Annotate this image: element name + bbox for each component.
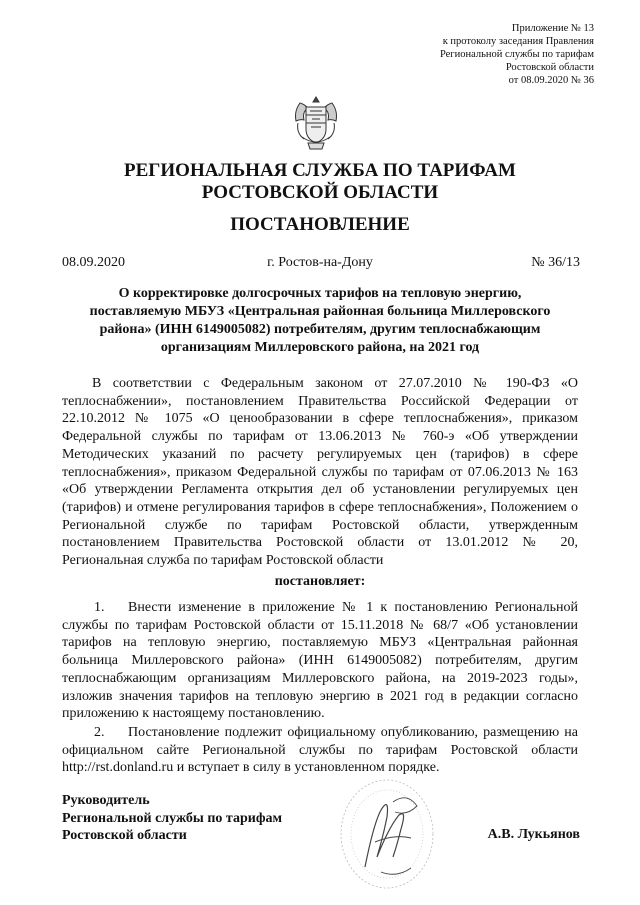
subject-line: района» (ИНН 6149005082) потребителям, другим теплоснабжающим <box>99 322 541 337</box>
document-type: ПОСТАНОВЛЕНИЕ <box>230 214 410 235</box>
organization-name <box>0 160 640 204</box>
item-text: Постановление подлежит официальному опубликованию, размещению на официальном сайте Региональной службы по тарифам Ростовской области http://rst.donland.ru и вступает в силу в установленном порядке. <box>62 725 578 776</box>
decree-item <box>62 599 578 723</box>
decree-item <box>62 724 578 777</box>
appendix-line: Ростовской области <box>505 62 594 73</box>
organization-line: РЕГИОНАЛЬНАЯ СЛУЖБА ПО ТАРИФАМ <box>124 160 516 181</box>
appendix-header <box>354 22 594 87</box>
signer-title-line: Региональной службы по тарифам <box>62 810 283 826</box>
appendix-line: к протоколу заседания Правления <box>442 36 594 47</box>
handwritten-signature <box>335 772 445 892</box>
subject-line: О корректировке долгосрочных тарифов на тепловую энергию, <box>118 286 522 301</box>
item-number: 2. <box>94 725 105 740</box>
subject-line: организациям Миллеровского района, на 2021 год <box>160 340 480 355</box>
subject-line: поставляемую МБУЗ «Центральная районная больница Миллеровского <box>89 304 551 319</box>
signer-title-line: Руководитель <box>62 793 150 808</box>
organization-line: РОСТОВСКОЙ ОБЛАСТИ <box>201 182 439 203</box>
decree-word: постановляет: <box>274 574 366 589</box>
signer-title-line: Ростовской области <box>62 828 187 844</box>
document-subject <box>80 285 560 357</box>
signer-title <box>62 792 282 845</box>
item-text: Внести изменение в приложение № 1 к постановлению Региональной службы по тарифам Ростовской области от 15.11.2018 № 68/7 «Об установлении тарифов на тепловую энергию, поставляемую МБУЗ «Центральная районная больница Миллеровского района» (ИНН 6149005082) потребителям, другим теплоснабжающим организациям Миллеровского района, на 2019-2023 годы», изложив значения тарифов на тепловую энергию в 2021 год в редакции согласно приложению к настоящему постановлению. <box>62 600 578 722</box>
document-date: 08.09.2020 <box>62 255 125 270</box>
appendix-line: от 08.09.2020 № 36 <box>508 75 594 86</box>
coat-of-arms-icon <box>290 93 342 153</box>
item-number: 1. <box>94 600 105 615</box>
appendix-line: Приложение № 13 <box>511 23 594 34</box>
document-number: № 36/13 <box>531 255 580 270</box>
preamble-paragraph: В соответствии с Федеральным законом от 27.07.2010 № 190-ФЗ «О теплоснабжении», постановлением Правительства Российской Федерации от 22.10.2012 № 1075 «О ценообразовании в сфере теплоснабжения», приказом Федеральной службы по тарифам от 13.06.2013 № 760-э «Об утверждении Методических указаний по расчету регулируемых цен (тарифов) в сфере теплоснабжения», приказом Федеральной службы по тарифам от 07.06.2013 № 163 «Об утверждении Регламента открытия дел об установлении регулируемых цен (тарифов) и отмене регулирования тарифов в сфере теплоснабжения», Положением о Региональной службе по тарифам Ростовской области, утвержденным постановлением Правительства Ростовской области от 13.01.2012 № 20, Региональная служба по тарифам Ростовской области <box>62 376 578 569</box>
appendix-line: Региональной службы по тарифам <box>439 49 594 60</box>
document-city: г. Ростов-на-Дону <box>267 255 373 270</box>
signer-name: А.В. Лукьянов <box>487 827 580 842</box>
